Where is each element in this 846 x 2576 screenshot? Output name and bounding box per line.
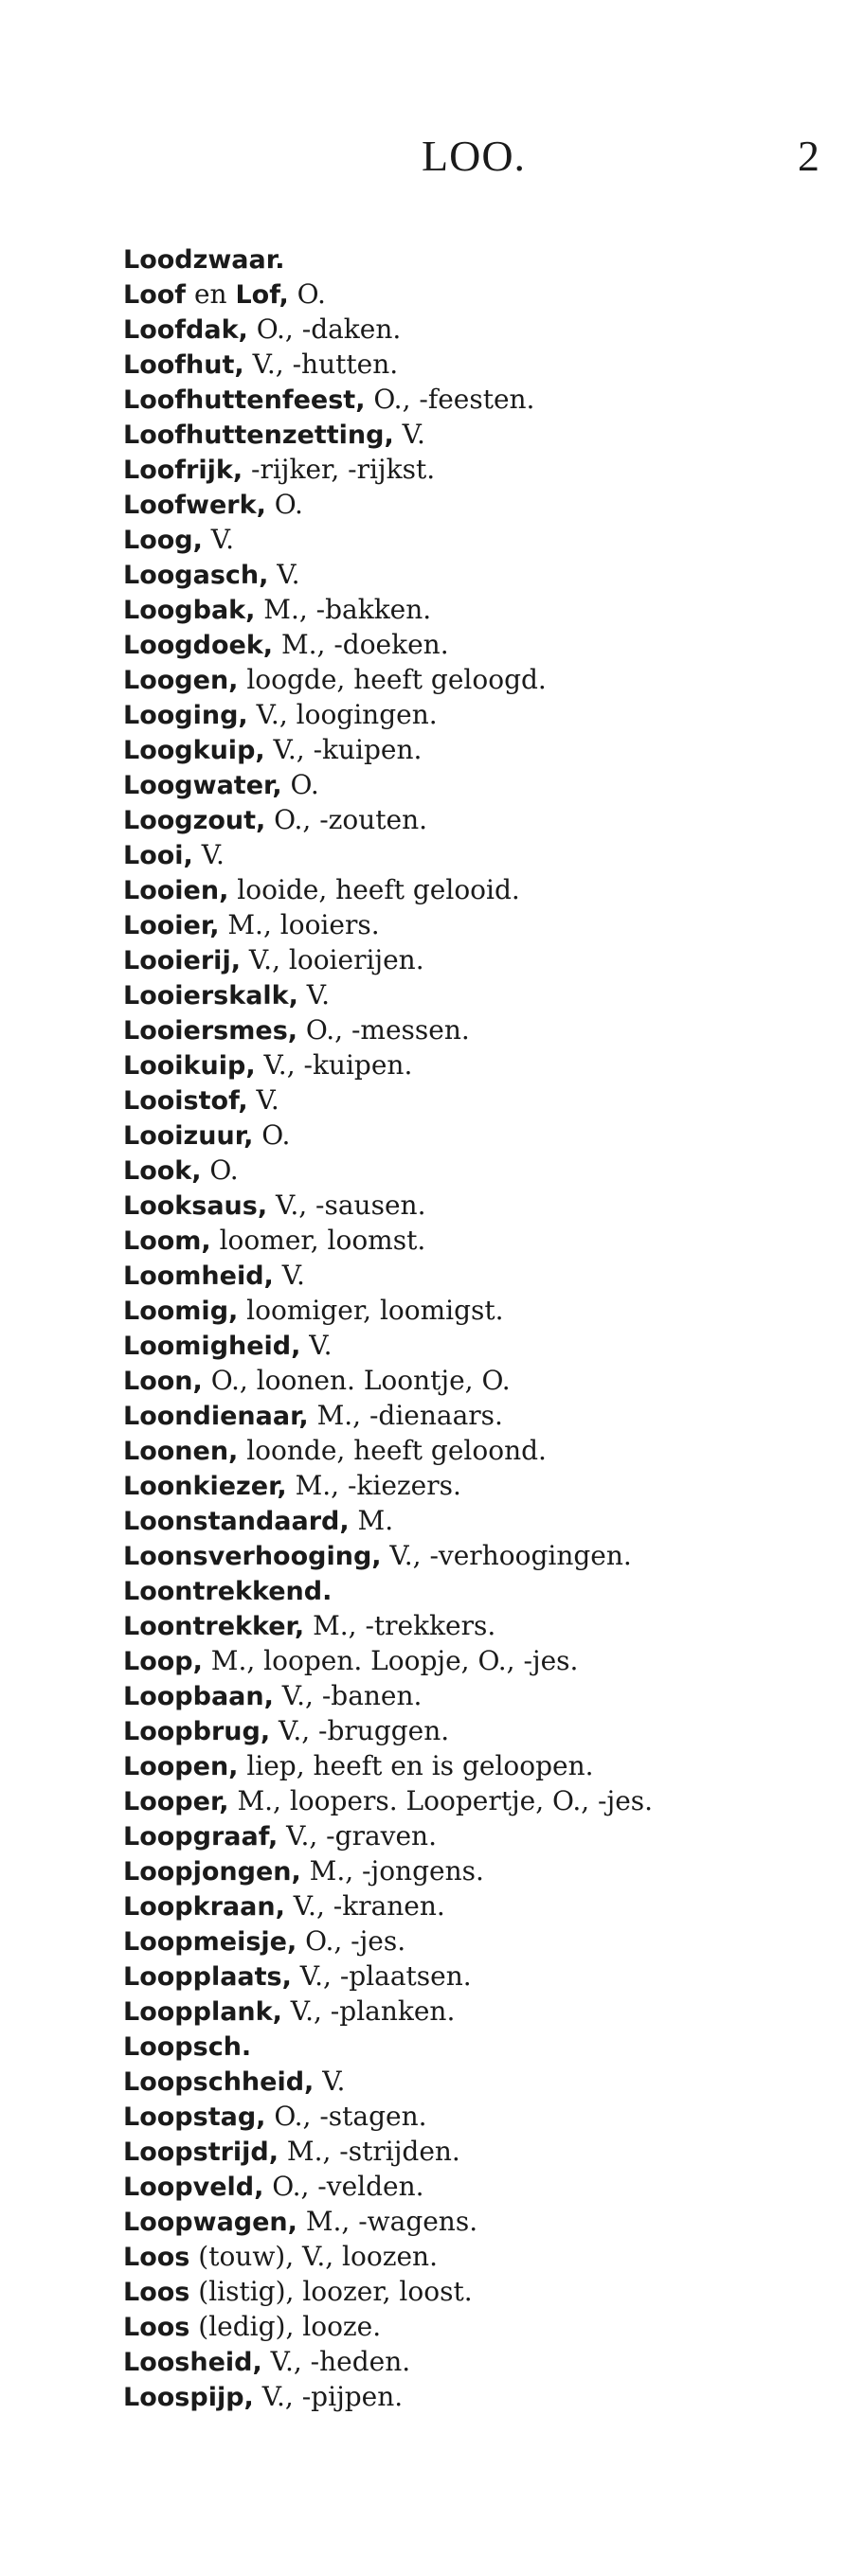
entry-definition: M., -kiezers. (286, 1470, 461, 1501)
dictionary-entry (123, 1539, 824, 1574)
dictionary-entry (123, 1259, 824, 1294)
entry-definition: V. (297, 979, 331, 1011)
entry-headword: Loontrekker, (123, 1612, 305, 1641)
entry-definition: M., -doeken. (273, 629, 449, 660)
entry-headword: Loomigheid, (123, 1332, 301, 1361)
dictionary-entry (123, 348, 824, 383)
dictionary-entry (123, 1118, 824, 1154)
entry-definition: V., -hutten. (243, 349, 399, 380)
entry-headword: Loofrijk, (123, 456, 243, 485)
entry-headword: Loopwagen, (123, 2208, 297, 2237)
entry-headword: Loopbrug, (123, 1717, 271, 1746)
entry-definition: M., loopers. Loopertje, O., -jes. (228, 1785, 654, 1816)
entry-definition: O. (253, 1119, 291, 1151)
dictionary-entry (123, 2310, 824, 2345)
dictionary-entry (123, 418, 824, 453)
dictionary-entry (123, 1749, 824, 1784)
entry-definition: O., -velden. (263, 2171, 424, 2202)
entry-definition-secondary: O. (288, 278, 326, 310)
entry-headword: Loos (123, 2243, 190, 2272)
dictionary-entry (123, 1504, 824, 1539)
entry-headword: Loogdoek, (123, 631, 274, 660)
dictionary-entry (123, 2135, 824, 2170)
entry-definition: V. (202, 524, 235, 555)
entry-headword: Looierij, (123, 946, 241, 975)
entry-definition: V. (314, 2066, 346, 2097)
entry-definition: V., -kuipen. (255, 1049, 413, 1081)
entry-definition: O., -jes. (297, 1925, 406, 1957)
entry-headword: Loopbaan, (123, 1682, 274, 1711)
entry-headword: Loodzwaar. (123, 245, 285, 275)
entry-headword: Loopplank, (123, 1997, 282, 2027)
dictionary-entry (123, 2170, 824, 2205)
entry-headword: Loopstrijd, (123, 2138, 279, 2167)
entry-definition: O., -messen. (297, 1014, 470, 1046)
entry-definition: en (186, 278, 236, 310)
entry-definition: M., looiers. (219, 909, 380, 940)
entry-definition: M., -bakken. (255, 594, 432, 625)
dictionary-entry (123, 277, 824, 313)
dictionary-entry (123, 1714, 824, 1749)
entry-headword: Loopveld, (123, 2173, 264, 2202)
entry-definition: V., -heden. (261, 2346, 411, 2377)
entry-definition: O., -daken. (247, 313, 402, 345)
entry-headword: Loogen, (123, 666, 239, 695)
entry-definition: V. (192, 839, 225, 870)
entry-headword: Loofhut, (123, 350, 244, 380)
entry-headword: Loop, (123, 1647, 203, 1676)
entry-headword: Loopstag, (123, 2102, 266, 2132)
dictionary-entry (123, 1924, 824, 1959)
entry-headword: Looksaus, (123, 1191, 268, 1221)
entry-definition: M., -dienaars. (308, 1400, 503, 1431)
entry-definition: V., loogingen. (247, 699, 438, 730)
entry-definition: V., -bruggen. (270, 1715, 450, 1746)
dictionary-entry (123, 2240, 824, 2275)
entry-headword: Looiersmes, (123, 1016, 298, 1046)
entry-headword: Loonen, (123, 1437, 239, 1466)
dictionary-entry (123, 978, 824, 1013)
entry-headword: Looien, (123, 876, 229, 905)
entry-definition: O. (265, 489, 303, 520)
entry-definition: V., -banen. (273, 1680, 423, 1711)
entry-headword: Looierskalk, (123, 981, 298, 1011)
dictionary-entry (123, 242, 824, 277)
entry-headword: Loofhuttenfeest, (123, 385, 366, 415)
entry-definition: (touw), V., loozen. (189, 2241, 438, 2272)
entry-headword: Loofdak, (123, 315, 248, 345)
entry-definition: V., -kranen. (284, 1890, 445, 1922)
entry-headword: Loospijp, (123, 2383, 254, 2412)
dictionary-entry (123, 2275, 824, 2310)
entry-definition: M., -trekkers. (304, 1610, 496, 1641)
entry-definition: M., -jongens. (300, 1855, 484, 1887)
dictionary-entry (123, 698, 824, 733)
dictionary-entry (123, 2030, 824, 2065)
entry-definition: V. (300, 1330, 333, 1361)
dictionary-entry (123, 768, 824, 803)
entry-headword: Looier, (123, 911, 220, 940)
dictionary-entry (123, 1154, 824, 1189)
entry-definition: M., -strijden. (279, 2136, 460, 2167)
dictionary-entry (123, 908, 824, 943)
dictionary-entry (123, 488, 824, 523)
dictionary-entry (123, 313, 824, 348)
dictionary-entry (123, 1679, 824, 1714)
entry-definition: O. (281, 769, 319, 800)
entry-headword: Loogwater, (123, 771, 282, 800)
entry-headword: Looizuur, (123, 1121, 254, 1151)
entry-headword: Loogbak, (123, 596, 256, 625)
entry-definition: V., -verhoogingen. (381, 1540, 632, 1571)
entry-headword: Looging, (123, 701, 248, 730)
entry-headword: Look, (123, 1156, 202, 1186)
entry-definition: V., -pijpen. (253, 2381, 404, 2412)
entry-definition: O., -zouten. (265, 804, 428, 835)
dictionary-entry (123, 1083, 824, 1118)
dictionary-entry (123, 1784, 824, 1819)
entry-definition: V., -graven. (278, 1820, 437, 1852)
entry-headword: Loopkraan, (123, 1892, 285, 1922)
entry-definition: O. (201, 1154, 239, 1186)
dictionary-entry (123, 663, 824, 698)
dictionary-entry (123, 1013, 824, 1048)
entry-definition: -rijker, -rijkst. (243, 454, 436, 485)
entry-definition: V. (247, 1084, 279, 1116)
dictionary-entry (123, 943, 824, 978)
entry-headword: Loosheid, (123, 2348, 262, 2377)
entry-definition: loomer, loomst. (210, 1225, 426, 1256)
entry-headword: Loog, (123, 526, 203, 555)
dictionary-entry-list (123, 242, 824, 2415)
entry-headword: Loondienaar, (123, 1402, 309, 1431)
dictionary-entry (123, 1364, 824, 1399)
entry-headword: Loogkuip, (123, 736, 265, 765)
dictionary-entry (123, 1329, 824, 1364)
dictionary-entry (123, 1399, 824, 1434)
dictionary-entry (123, 593, 824, 628)
entry-headword: Loonkiezer, (123, 1472, 287, 1501)
running-head: LOO. (422, 132, 527, 180)
page-header (0, 131, 846, 188)
entry-headword: Loomig, (123, 1297, 239, 1326)
dictionary-entry (123, 1995, 824, 2030)
entry-headword: Loos (123, 2313, 190, 2342)
entry-headword: Looikuip, (123, 1051, 256, 1081)
entry-headword: Loopschheid, (123, 2067, 315, 2097)
dictionary-entry (123, 523, 824, 558)
entry-definition: liep, heeft en is geloopen. (238, 1750, 594, 1781)
entry-headword: Loofhuttenzetting, (123, 420, 394, 450)
entry-headword: Loon, (123, 1367, 203, 1396)
dictionary-entry (123, 1644, 824, 1679)
dictionary-entry (123, 2345, 824, 2380)
entry-definition: V. (273, 1260, 305, 1291)
dictionary-entry (123, 803, 824, 838)
entry-definition: V. (393, 419, 425, 450)
entry-headword-secondary: Lof, (235, 280, 289, 310)
entry-definition: (ledig), looze. (189, 2311, 382, 2342)
page-number: 2 (798, 132, 819, 180)
dictionary-entry (123, 838, 824, 873)
entry-headword: Looistof, (123, 1086, 248, 1116)
dictionary-entry (123, 1854, 824, 1889)
entry-definition: O., loonen. Loontje, O. (202, 1365, 511, 1396)
entry-definition: M., loopen. Loopje, O., -jes. (202, 1645, 579, 1676)
dictionary-entry (123, 1959, 824, 1995)
dictionary-entry (123, 1434, 824, 1469)
dictionary-entry (123, 1574, 824, 1609)
entry-headword: Loofwerk, (123, 491, 266, 520)
entry-definition: (listig), loozer, loost. (189, 2276, 473, 2307)
entry-headword: Loom, (123, 1226, 211, 1256)
entry-headword: Loonsverhooging, (123, 1542, 382, 1571)
entry-headword: Loogzout, (123, 806, 266, 835)
entry-headword: Loopsch. (123, 2032, 252, 2062)
dictionary-entry (123, 558, 824, 593)
dictionary-entry (123, 453, 824, 488)
entry-headword: Loonstandaard, (123, 1507, 350, 1536)
entry-headword: Loopgraaf, (123, 1822, 279, 1852)
entry-definition: V., -kuipen. (264, 734, 423, 765)
entry-headword: Loopjongen, (123, 1857, 301, 1887)
entry-definition: loomiger, loomigst. (238, 1295, 504, 1326)
dictionary-entry (123, 1048, 824, 1083)
entry-headword: Loopen, (123, 1752, 239, 1781)
entry-definition: loonde, heeft geloond. (238, 1435, 547, 1466)
dictionary-entry (123, 1294, 824, 1329)
entry-headword: Looper, (123, 1787, 229, 1816)
dictionary-entry (123, 1224, 824, 1259)
dictionary-entry (123, 2205, 824, 2240)
entry-headword: Loomheid, (123, 1261, 274, 1291)
entry-definition: V., -sausen. (267, 1190, 426, 1221)
dictionary-entry (123, 873, 824, 908)
dictionary-entry (123, 1609, 824, 1644)
entry-headword: Loopmeisje, (123, 1927, 297, 1957)
entry-headword: Loof (123, 280, 187, 310)
entry-headword: Looi, (123, 841, 193, 870)
dictionary-entry (123, 1889, 824, 1924)
dictionary-entry (123, 628, 824, 663)
dictionary-entry (123, 2380, 824, 2415)
dictionary-entry (123, 1819, 824, 1854)
dictionary-entry (123, 733, 824, 768)
dictionary-entry (123, 383, 824, 418)
entry-headword: Loopplaats, (123, 1962, 292, 1992)
entry-definition: O., -stagen. (265, 2101, 427, 2132)
dictionary-entry (123, 1469, 824, 1504)
dictionary-entry (123, 2065, 824, 2100)
entry-definition: loogde, heeft geloogd. (238, 664, 547, 695)
entry-headword: Loontrekkend. (123, 1577, 333, 1606)
entry-definition: O., -feesten. (365, 384, 535, 415)
entry-definition: V. (268, 559, 300, 590)
entry-definition: looide, heeft gelooid. (228, 874, 520, 905)
dictionary-entry (123, 2100, 824, 2135)
entry-headword: Loogasch, (123, 561, 269, 590)
entry-definition: V., -planken. (281, 1995, 456, 2027)
entry-definition: V., looierijen. (240, 944, 424, 975)
dictionary-entry (123, 1189, 824, 1224)
entry-definition: M., -wagens. (297, 2206, 478, 2237)
entry-headword: Loos (123, 2278, 190, 2307)
entry-definition: M. (349, 1505, 394, 1536)
entry-definition: V., -plaatsen. (291, 1960, 472, 1992)
